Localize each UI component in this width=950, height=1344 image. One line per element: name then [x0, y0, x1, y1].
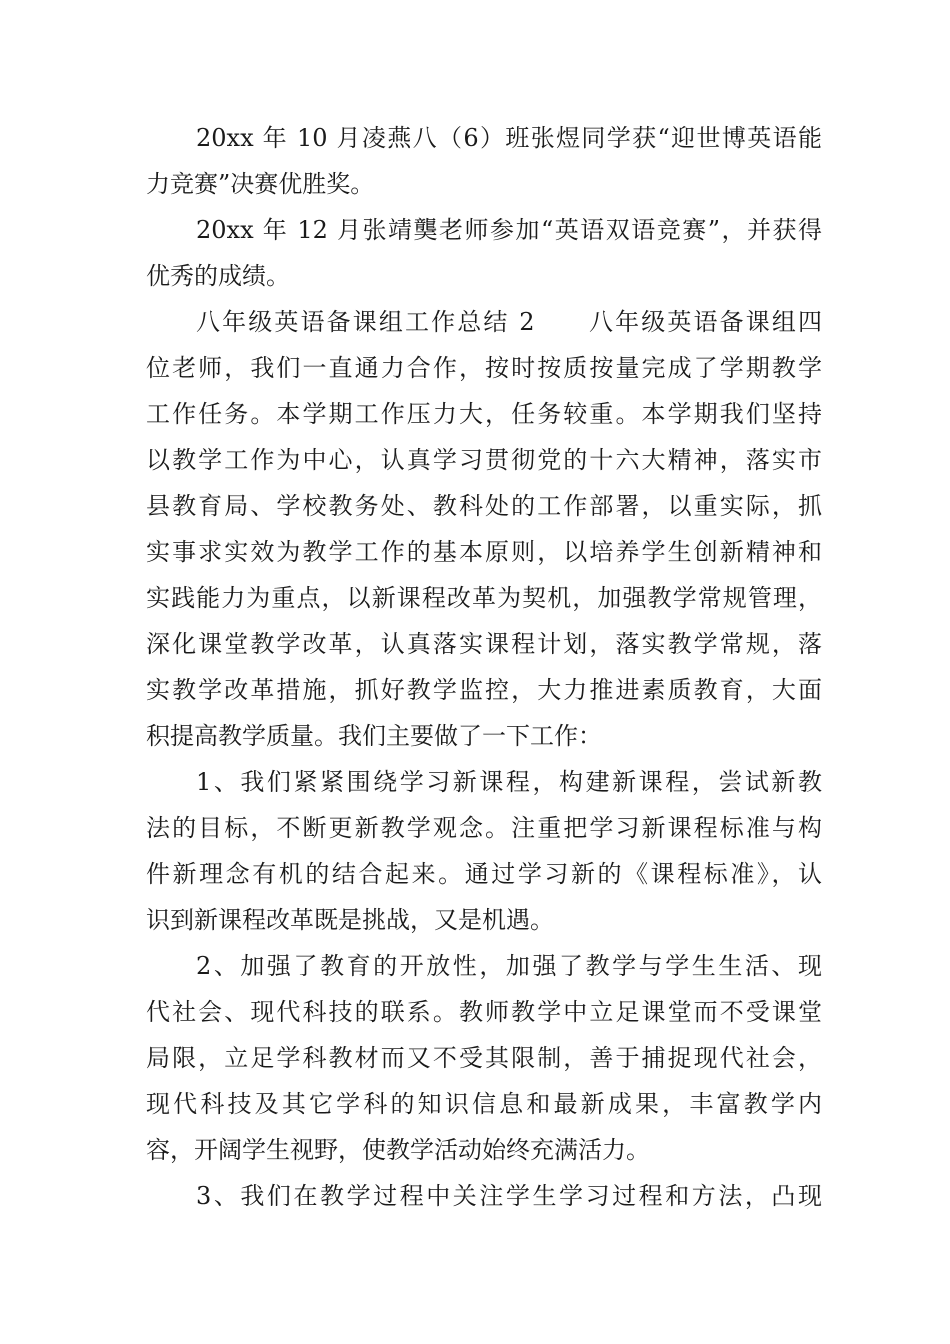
paragraph-line: 3、我们在教学过程中关注学生学习过程和方法，凸现	[196, 1182, 822, 1210]
paragraph-line: 20xx 年 12 月张靖龑老师参加“英语双语竞赛”，并获得	[196, 216, 822, 244]
paragraph-award-teacher	[146, 207, 822, 299]
paragraph-line: 以教学工作为中心，认真学习贯彻党的十六大精神，落实市	[146, 446, 822, 474]
paragraph-line: 识到新课程改革既是挑战，又是机遇。	[146, 906, 554, 934]
paragraph-line: 积提高教学质量。我们主要做了一下工作：	[146, 722, 602, 750]
paragraph-line: 局限，立足学科教材而又不受其限制，善于捕捉现代社会，	[146, 1044, 822, 1072]
paragraph-award-student	[146, 115, 822, 207]
paragraph-item-3	[146, 1173, 822, 1219]
paragraph-line: 实践能力为重点，以新课程改革为契机，加强教学常规管理，	[146, 584, 822, 612]
paragraph-line: 1、我们紧紧围绕学习新课程，构建新课程，尝试新教	[196, 768, 822, 796]
paragraph-line: 位老师，我们一直通力合作，按时按质按量完成了学期教学	[146, 354, 822, 382]
paragraph-line: 优秀的成绩。	[146, 262, 290, 290]
paragraph-line: 2、加强了教育的开放性，加强了教学与学生生活、现	[196, 952, 822, 980]
paragraph-line: 力竞赛”决赛优胜奖。	[146, 170, 375, 198]
document-body	[146, 115, 822, 1219]
paragraph-summary-intro	[146, 299, 822, 759]
paragraph-line: 县教育局、学校教务处、教科处的工作部署，以重实际，抓	[146, 492, 822, 520]
paragraph-line: 法的目标，不断更新教学观念。注重把学习新课程标准与构	[146, 814, 822, 842]
paragraph-line: 深化课堂教学改革，认真落实课程计划，落实教学常规，落	[146, 630, 822, 658]
paragraph-line: 工作任务。本学期工作压力大，任务较重。本学期我们坚持	[146, 400, 822, 428]
paragraph-line: 实事求实效为教学工作的基本原则，以培养学生创新精神和	[146, 538, 822, 566]
paragraph-item-1	[146, 759, 822, 943]
paragraph-line: 现代科技及其它学科的知识信息和最新成果，丰富教学内	[146, 1090, 822, 1118]
paragraph-line: 件新理念有机的结合起来。通过学习新的《课程标准》，认	[146, 860, 822, 888]
paragraph-line: 八年级英语备课组工作总结 2 八年级英语备课组四	[196, 308, 822, 336]
paragraph-line: 20xx 年 10 月凌燕八（6）班张煜同学获“迎世博英语能	[196, 124, 822, 152]
paragraph-item-2	[146, 943, 822, 1173]
paragraph-line: 容，开阔学生视野，使教学活动始终充满活力。	[146, 1136, 650, 1164]
paragraph-line: 实教学改革措施，抓好教学监控，大力推进素质教育，大面	[146, 676, 822, 704]
paragraph-line: 代社会、现代科技的联系。教师教学中立足课堂而不受课堂	[146, 998, 822, 1026]
